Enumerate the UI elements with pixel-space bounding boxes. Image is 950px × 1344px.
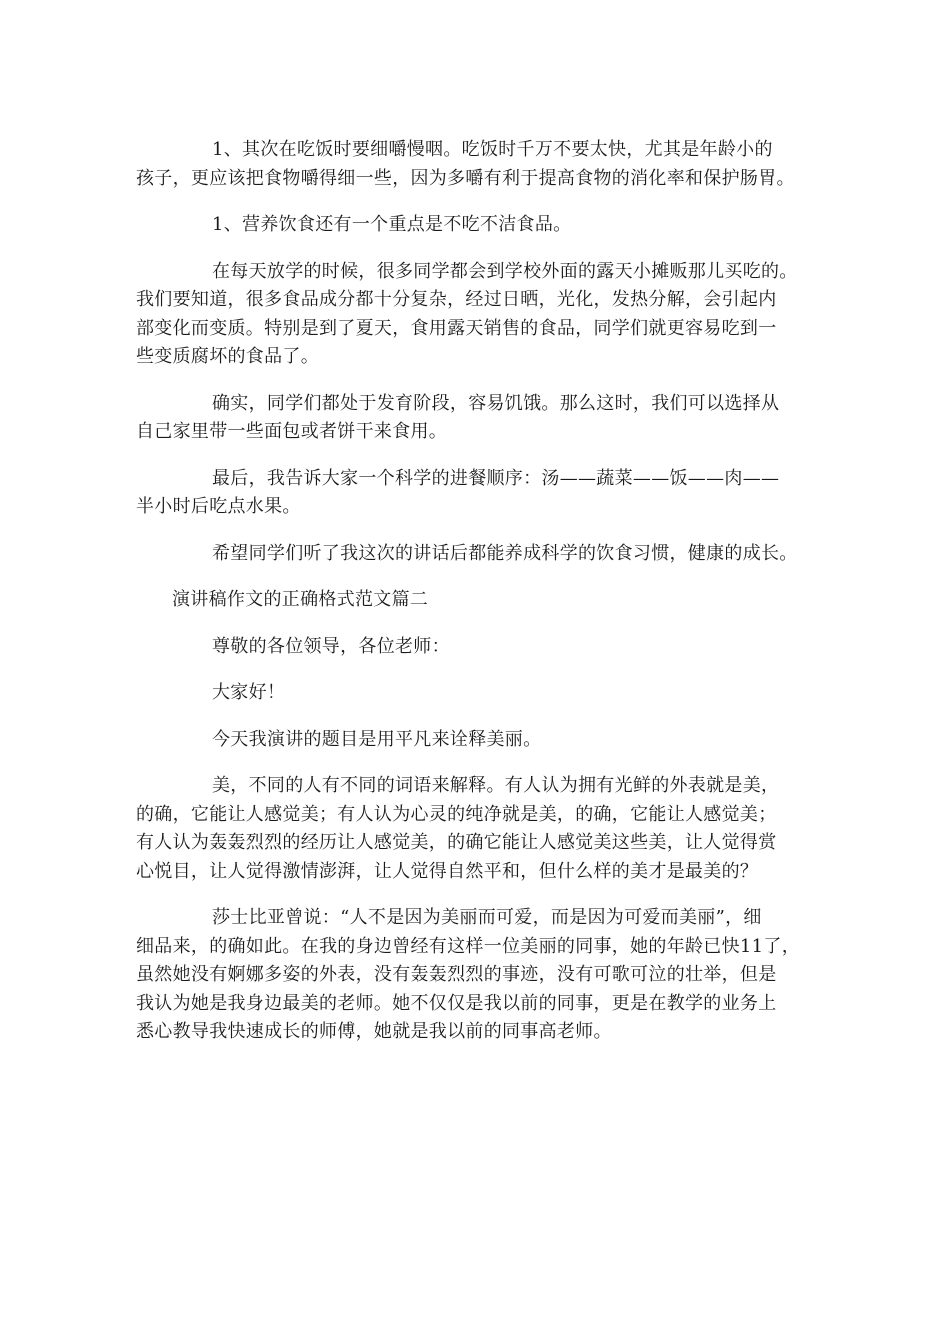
paragraph-line: 自己家里带一些面包或者饼干来食用。: [136, 421, 448, 442]
paragraph: [136, 633, 820, 662]
paragraph-line: 美，不同的人有不同的词语来解释。有人认为拥有光鲜的外表就是美，: [212, 775, 780, 796]
paragraph-line: 今天我演讲的题目是用平凡来诠释美丽。: [212, 728, 542, 750]
paragraph-line: 希望同学们听了我这次的讲话后都能养成科学的饮食习惯，健康的成长。: [212, 542, 798, 564]
paragraph-line: 部变化而变质。特别是到了夏天，食用露天销售的食品，同学们就更容易吃到一: [136, 317, 777, 339]
paragraph-line: 孩子，更应该把食物嚼得细一些，因为多嚼有利于提高食物的消化率和保护肠胃。: [136, 167, 795, 189]
paragraph: [136, 136, 820, 193]
paragraph: [136, 390, 820, 447]
paragraph-line: 尊敬的各位领导，各位老师：: [212, 635, 450, 657]
paragraph-line: 最后，我告诉大家一个科学的进餐顺序：汤——蔬菜——饭——肉——: [212, 467, 780, 489]
paragraph-line: 大家好！: [212, 682, 286, 703]
paragraph: [136, 258, 820, 372]
paragraph-line: 确实，同学们都处于发育阶段，容易饥饿。那么这时，我们可以选择从: [212, 392, 780, 414]
paragraph: [136, 540, 820, 569]
paragraph: [136, 211, 820, 240]
paragraph: [136, 465, 820, 522]
document-page: [136, 136, 820, 1065]
section-two: [136, 633, 820, 1047]
section-heading: 演讲稿作文的正确格式范文篇二: [172, 589, 429, 610]
paragraph-line: 1、其次在吃饭时要细嚼慢咽。吃饭时千万不要太快，尤其是年龄小的: [212, 139, 773, 160]
paragraph-line: 些变质腐坏的食品了。: [136, 346, 319, 367]
paragraph-line: 在每天放学的时候，很多同学都会到学校外面的露天小摊贩那儿买吃的。: [212, 260, 798, 282]
paragraph-line: 虽然她没有婀娜多姿的外表，没有轰轰烈烈的事迹，没有可歌可泣的壮举，但是: [136, 964, 777, 985]
paragraph-line: 我们要知道，很多食品成分都十分复杂，经过日晒，光化，发热分解，会引起内: [136, 289, 777, 310]
paragraph-line: 我认为她是我身边最美的老师。她不仅仅是我以前的同事，更是在教学的业务上: [136, 992, 777, 1014]
paragraph-line: 1、营养饮食还有一个重点是不吃不洁食品。: [212, 214, 572, 235]
paragraph: [136, 772, 820, 886]
paragraph-line: 莎士比亚曾说：“人不是因为美丽而可爱，而是因为可爱而美丽”，细: [212, 907, 762, 928]
paragraph-line: 的确，它能让人感觉美；有人认为心灵的纯净就是美，的确，它能让人感觉美；: [136, 803, 777, 825]
paragraph: [136, 679, 820, 708]
paragraph-line: 细品来，的确如此。在我的身边曾经有这样一位美丽的同事，她的年龄已快11了，: [136, 935, 801, 957]
paragraph: [136, 904, 820, 1047]
paragraph-line: 半小时后吃点水果。: [136, 496, 301, 517]
paragraph-line: 悉心教导我快速成长的师傅，她就是我以前的同事高老师。: [136, 1021, 612, 1042]
paragraph-line: 心悦目，让人觉得激情澎湃，让人觉得自然平和，但什么样的美才是最美的？: [136, 860, 759, 882]
section-one: [136, 136, 820, 568]
paragraph-line: 有人认为轰轰烈烈的经历让人感觉美，的确它能让人感觉美这些美，让人觉得赏: [136, 832, 777, 853]
paragraph: [136, 726, 820, 755]
